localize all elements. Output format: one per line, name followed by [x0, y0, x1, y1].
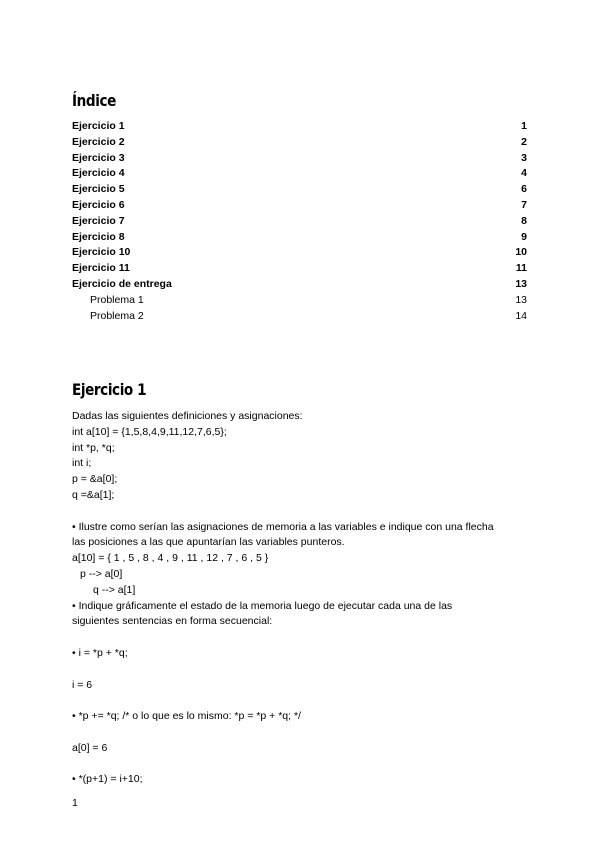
bullet-2: • Indique gráficamente el estado de la memoria luego de ejecutar cada una de las siguientes sentencias en forma secuencial: [72, 599, 453, 628]
statement-1: • i = *p + *q; [72, 646, 128, 659]
code-line: int a[10] = {1,5,8,4,9,11,12,7,6,5}; [72, 425, 227, 438]
toc-entry-page: 13 [515, 277, 527, 290]
code-line: int i; [72, 457, 92, 470]
result-2: a[0] = 6 [72, 741, 108, 754]
result-1: i = 6 [72, 678, 93, 691]
toc-entry-label: Problema 2 [90, 309, 144, 322]
toc-entry[interactable] [72, 261, 527, 277]
toc-entry[interactable] [72, 309, 527, 325]
exercise-1-body [72, 409, 502, 788]
toc-entry[interactable] [72, 277, 527, 293]
toc-entry[interactable] [72, 119, 527, 135]
toc-list [72, 119, 527, 324]
toc-entry-label: Ejercicio 3 [72, 151, 125, 164]
toc-entry[interactable] [72, 151, 527, 167]
statement-2: • *p += *q; /* o lo que es lo mismo: *p = *p + *q; */ [72, 710, 301, 723]
toc-entry-label: Ejercicio 8 [72, 230, 125, 243]
toc-entry-label: Ejercicio 4 [72, 167, 125, 180]
toc-entry-label: Ejercicio 6 [72, 198, 125, 211]
toc-title: Índice [72, 91, 116, 110]
toc-entry[interactable] [72, 135, 527, 151]
toc-entry-page: 9 [521, 230, 527, 243]
toc-entry-page: 6 [521, 183, 527, 196]
toc-entry[interactable] [72, 245, 527, 261]
toc-entry-page: 2 [521, 135, 527, 148]
code-line: p = &a[0]; [72, 473, 118, 486]
toc-entry[interactable] [72, 293, 527, 309]
toc-entry-page: 7 [521, 198, 527, 211]
statement-3: • *(p+1) = i+10; [72, 773, 143, 786]
toc-entry[interactable] [72, 214, 527, 230]
bullet-1: • Ilustre como serían las asignaciones de memoria a las variables e indique con una flecha las posiciones a las que apuntarían las variables punteros. [72, 520, 494, 549]
toc-entry-label: Ejercicio 2 [72, 135, 125, 148]
p-arrow: p --> a[0] [80, 567, 123, 580]
toc-entry[interactable] [72, 230, 527, 246]
toc-entry-label: Ejercicio 11 [72, 262, 130, 275]
toc-entry[interactable] [72, 166, 527, 182]
toc-entry-page: 14 [515, 309, 527, 322]
toc-entry-label: Problema 1 [90, 293, 144, 306]
toc-entry-label: Ejercicio 1 [72, 120, 125, 132]
toc-entry[interactable] [72, 182, 527, 198]
array-line: a[10] = { 1 , 5 , 8 , 4 , 9 , 11 , 12 , 7 , 6 , 5 } [72, 552, 269, 565]
toc-entry-page: 3 [521, 151, 527, 164]
toc-entry-page: 1 [521, 120, 527, 132]
code-line: int *p, *q; [72, 441, 115, 454]
toc-entry-page: 10 [515, 246, 527, 259]
toc-entry-label: Ejercicio 5 [72, 183, 125, 196]
toc-entry-label: Ejercicio 10 [72, 246, 131, 259]
toc-entry-page: 8 [521, 214, 527, 227]
q-arrow: q --> a[1] [93, 583, 136, 596]
toc-entry-page: 11 [515, 262, 527, 275]
intro-text: Dadas las siguientes definiciones y asignaciones: [72, 410, 303, 422]
toc-entry-label: Ejercicio de entrega [72, 277, 172, 290]
toc-entry-page: 4 [521, 167, 527, 180]
code-line: q =&a[1]; [72, 488, 115, 501]
toc-entry-page: 13 [515, 293, 527, 306]
page-number: 1 [72, 797, 78, 809]
toc-entry[interactable] [72, 198, 527, 214]
toc-entry-label: Ejercicio 7 [72, 214, 125, 227]
exercise-1-title: Ejercicio 1 [72, 380, 147, 399]
